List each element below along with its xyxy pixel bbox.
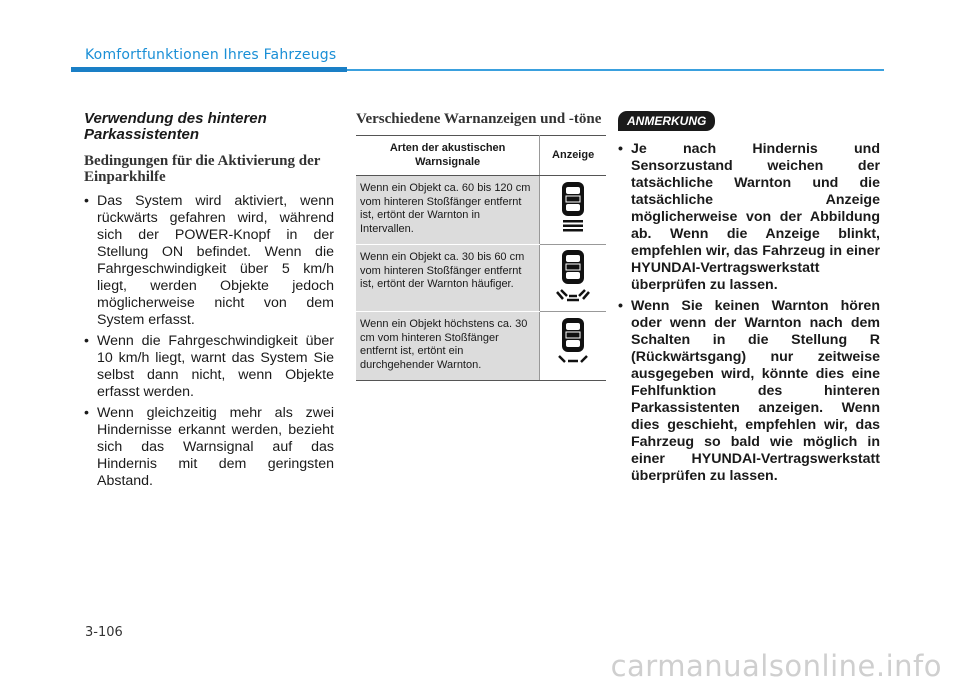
header-rule bbox=[347, 69, 884, 71]
list-item: • Das System wird aktiviert, wenn rückwärts gefahren wird, während sich der POWER-Knopf in der Stellung ON befindet. Wenn die Fahrgeschwindigkeit über 5 km/h liegt, werden Objekte jedoch möglicherweise nicht von dem System erfasst. bbox=[84, 193, 334, 329]
note-list bbox=[618, 141, 880, 485]
table-header-display: Anzeige bbox=[540, 136, 606, 176]
page-number: 3-106 bbox=[85, 625, 123, 640]
car-rear-near-icon bbox=[553, 248, 593, 304]
list-item: • Wenn Sie keinen Warnton hören oder wenn der Warnton nach dem Schalten in die Stellung R (Rückwärtsgang) nur zeitweise ausgegeben wird, könnte dies eine Fehlfunktion des hinteren Parkassistenten anzeigen. Wenn dies geschieht, empfehlen wir, das Fahrzeug so bald wie möglich in einer HYUNDAI-Vertragswerkstatt überprüfen zu lassen. bbox=[618, 298, 880, 485]
table-row bbox=[356, 312, 606, 381]
note-badge: ANMERKUNG bbox=[618, 111, 715, 131]
section-heading: Verwendung des hinteren Parkassistenten bbox=[84, 110, 267, 143]
header-bar bbox=[71, 67, 347, 72]
section-heading: Verschiedene Warnanzeigen und -töne bbox=[356, 111, 602, 127]
warning-table bbox=[356, 135, 606, 381]
list-item: • Je nach Hindernis und Sensorzustand weichen der tatsächliche Warnton und die tatsächliche Anzeige möglicherweise von der Abbildung ab. Wenn die Anzeige blinkt, empfehlen wir, das Fahrzeug in einer HYUNDAI-Vertragswerkstatt überprüfen zu lassen. bbox=[618, 141, 880, 294]
section-title: Komfortfunktionen Ihres Fahrzeugs bbox=[85, 47, 337, 63]
table-header-row bbox=[356, 136, 606, 176]
table-cell-icon bbox=[540, 312, 606, 381]
subsection-heading: Bedingungen für die Aktivierung der Einparkhilfe bbox=[84, 153, 321, 185]
table-cell-description: Wenn ein Objekt höchstens ca. 30 cm vom hinteren Stoßfänger entfernt ist, ertönt ein durchgehender Warnton. bbox=[356, 312, 540, 381]
table-header-type: Arten der akustischen Warnsignale bbox=[356, 136, 540, 176]
table-cell-icon bbox=[540, 245, 606, 312]
table-cell-description: Wenn ein Objekt ca. 60 bis 120 cm vom hinteren Stoßfänger entfernt ist, ertönt der Warnton in Intervallen. bbox=[356, 176, 540, 245]
car-rear-far-icon bbox=[559, 180, 587, 236]
middle-column bbox=[356, 111, 606, 381]
table-row bbox=[356, 245, 606, 312]
bullet-list bbox=[84, 193, 334, 490]
list-item: • Wenn die Fahrgeschwindigkeit über 10 km/h liegt, warnt das System Sie selbst dann nicht, wenn Objekte erfasst werden. bbox=[84, 333, 334, 401]
watermark: carmanualsonline.info bbox=[610, 649, 942, 683]
right-column bbox=[618, 111, 880, 489]
list-item: • Wenn gleichzeitig mehr als zwei Hindernisse erkannt werden, bezieht sich das Warnsignal auf das Hindernis mit dem geringsten Abstand. bbox=[84, 405, 334, 490]
table-row bbox=[356, 176, 606, 245]
table-cell-description: Wenn ein Objekt ca. 30 bis 60 cm vom hinteren Stoßfänger entfernt ist, ertönt der Warnton häufiger. bbox=[356, 245, 540, 312]
car-rear-close-icon bbox=[553, 316, 593, 372]
left-column bbox=[84, 111, 334, 494]
table-cell-icon bbox=[540, 176, 606, 245]
